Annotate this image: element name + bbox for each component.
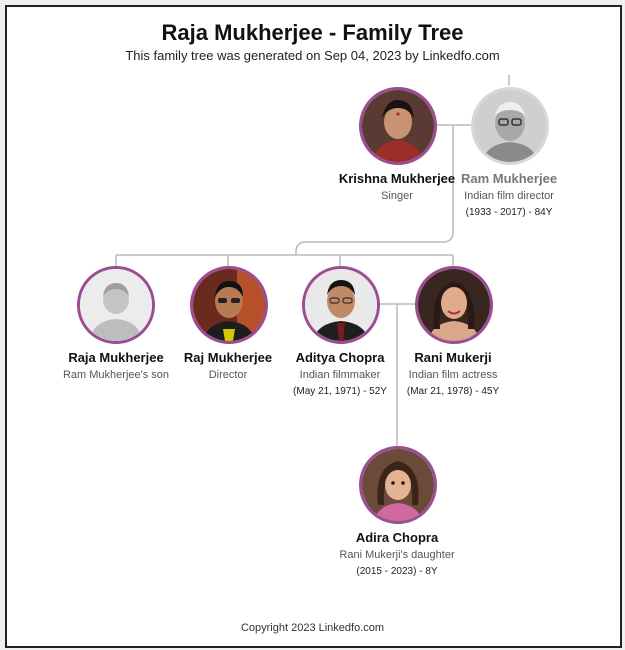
default-avatar-icon bbox=[80, 269, 152, 341]
person-description: Indian film actress bbox=[408, 369, 498, 381]
page-title: Raja Mukherjee - Family Tree bbox=[161, 20, 464, 45]
person-name[interactable]: Raj Mukherjee bbox=[183, 350, 273, 365]
person-rani-mukerji bbox=[378, 350, 528, 399]
person-adira-chopra bbox=[322, 530, 472, 579]
person-description: Rani Mukerji's daughter bbox=[339, 549, 455, 561]
person-lifespan: (Mar 21, 1978) - 45Y bbox=[406, 386, 500, 397]
portrait-ram-icon bbox=[474, 90, 546, 162]
avatar-krishna-mukherjee[interactable] bbox=[359, 87, 437, 165]
avatar-rani-mukerji[interactable] bbox=[415, 266, 493, 344]
person-lifespan: (2015 - 2023) - 8Y bbox=[356, 566, 438, 577]
portrait-adira-icon bbox=[362, 449, 434, 521]
person-description: Director bbox=[208, 369, 248, 381]
person-name[interactable]: Adira Chopra bbox=[355, 530, 439, 545]
footer-copyright: Copyright 2023 Linkedfo.com bbox=[240, 622, 385, 634]
avatar-raja-mukherjee[interactable] bbox=[77, 266, 155, 344]
avatar-raj-mukherjee[interactable] bbox=[190, 266, 268, 344]
person-lifespan: (May 21, 1971) - 52Y bbox=[293, 386, 387, 397]
person-description: Ram Mukherjee's son bbox=[62, 369, 170, 381]
page-subtitle: This family tree was generated on Sep 04, 2023 by Linkedfo.com bbox=[125, 48, 500, 63]
person-lifespan: (1933 - 2017) - 84Y bbox=[465, 207, 553, 218]
portrait-krishna-icon bbox=[362, 90, 434, 162]
person-description: Indian filmmaker bbox=[299, 369, 381, 381]
avatar-aditya-chopra[interactable] bbox=[302, 266, 380, 344]
portrait-rani-icon bbox=[418, 269, 490, 341]
person-name[interactable]: Krishna Mukherjee bbox=[338, 171, 456, 186]
person-name[interactable]: Raja Mukherjee bbox=[68, 350, 164, 365]
person-description: Singer bbox=[381, 190, 413, 202]
avatar-adira-chopra[interactable] bbox=[359, 446, 437, 524]
portrait-aditya-icon bbox=[305, 269, 377, 341]
person-name[interactable]: Ram Mukherjee bbox=[460, 171, 558, 186]
person-ram-mukherjee bbox=[434, 171, 584, 220]
avatar-ram-mukherjee[interactable] bbox=[471, 87, 549, 165]
person-name[interactable]: Aditya Chopra bbox=[295, 350, 385, 365]
portrait-raj-icon bbox=[193, 269, 265, 341]
person-name[interactable]: Rani Mukerji bbox=[414, 350, 492, 365]
person-description: Indian film director bbox=[464, 190, 554, 202]
